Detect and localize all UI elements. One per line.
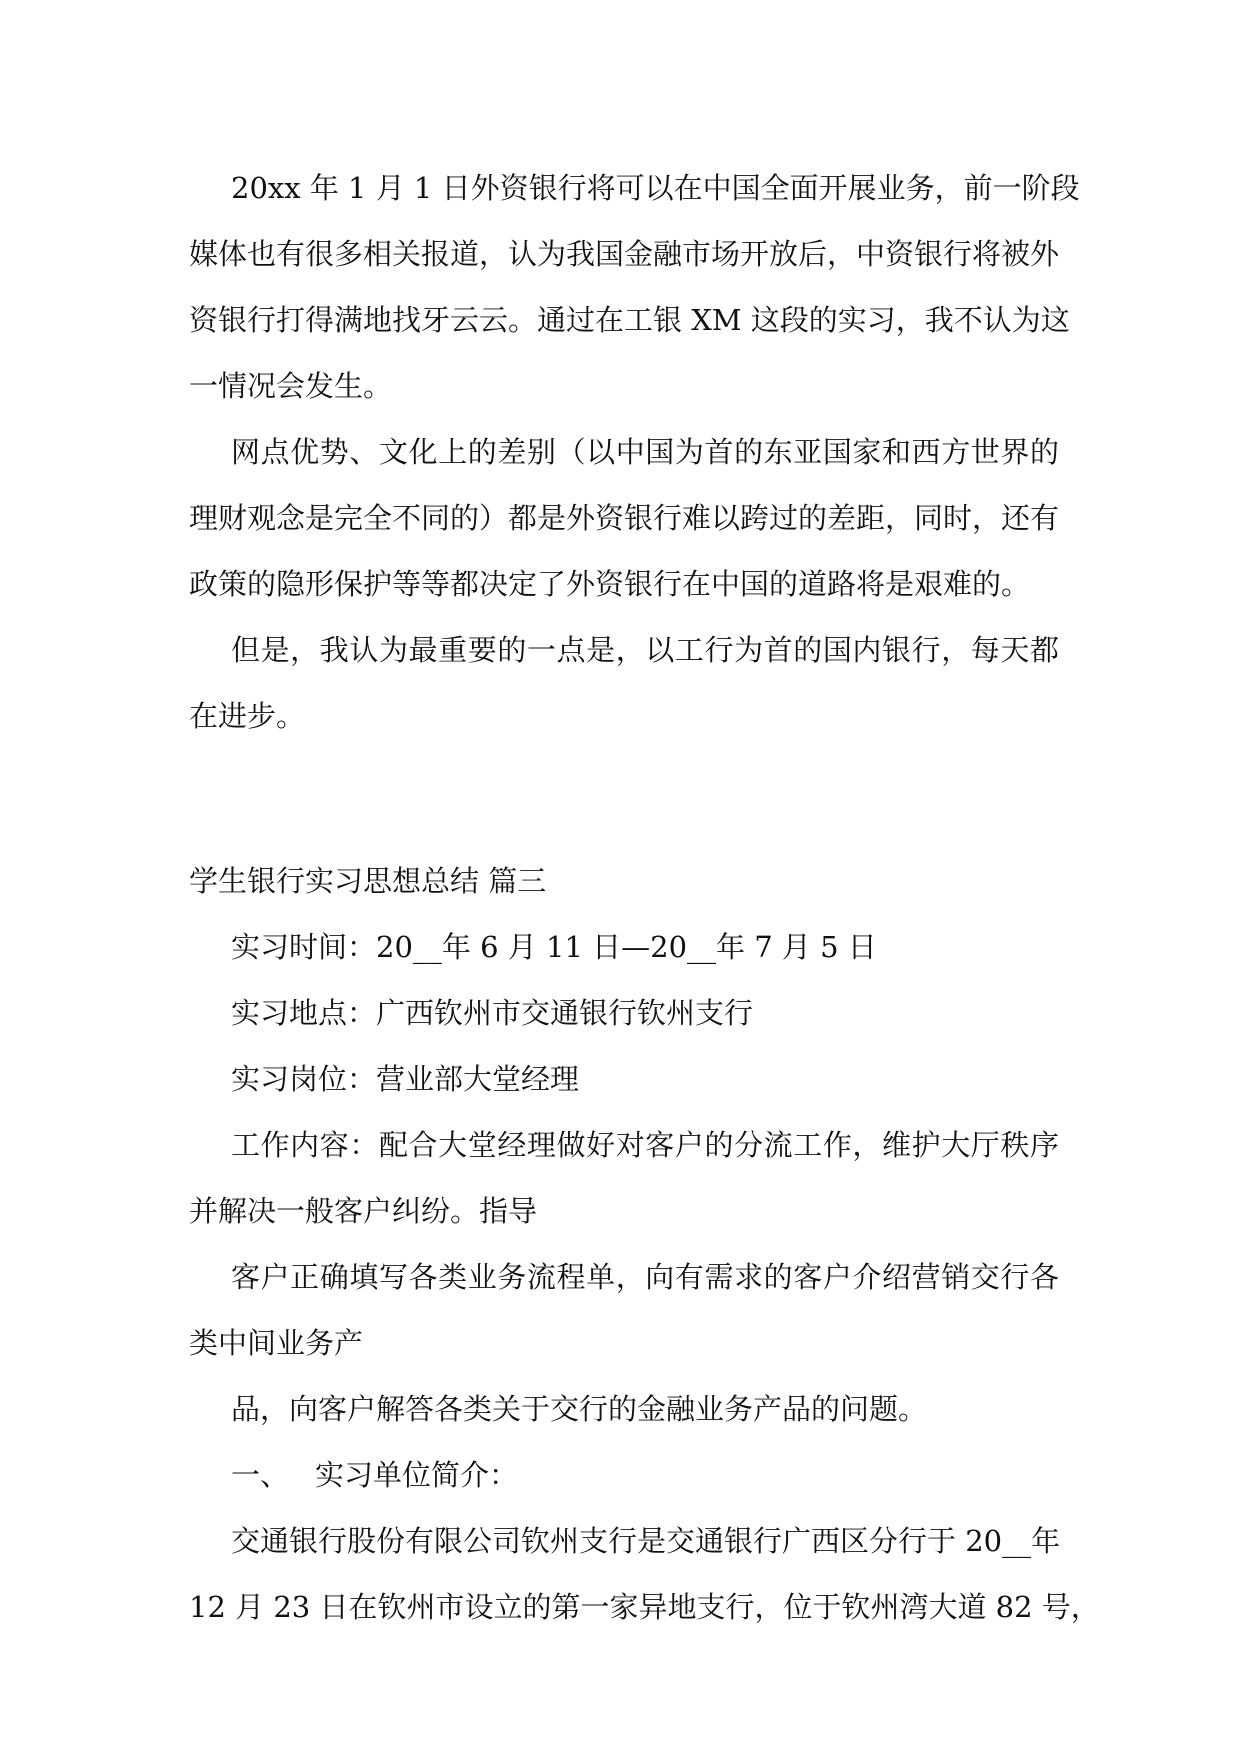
paragraph-guidance [189, 1244, 1059, 1376]
text-line: 政策的隐形保护等等都决定了外资银行在中国的道路将是艰难的。 [189, 567, 1031, 601]
text-line: 理财观念是完全不同的）都是外资银行难以跨过的差距，同时，还有 [189, 501, 1060, 535]
text-line: 媒体也有很多相关报道，认为我国金融市场开放后，中资银行将被外 [189, 237, 1060, 271]
paragraph-intro [189, 1508, 1100, 1640]
paragraph [189, 617, 1059, 749]
section-heading: 学生银行实习思想总结 篇三 [189, 864, 547, 898]
text-line: 并解决一般客户纠纷。指导 [189, 1194, 538, 1228]
text-line: 12 月 23 日在钦州市设立的第一家异地支行，位于钦州湾大道 82 号， [189, 1590, 1100, 1624]
paragraph [189, 419, 1059, 617]
paragraph-work-content [189, 1112, 1059, 1244]
body-text [189, 155, 1100, 1640]
paragraph [189, 155, 1080, 419]
text-line: 客户正确填写各类业务流程单，向有需求的客户介绍营销交行各 [231, 1260, 1059, 1294]
text-line: 一情况会发生。 [189, 369, 393, 403]
text-line: 交通银行股份有限公司钦州支行是交通银行广西区分行于 20__年 [231, 1524, 1061, 1558]
text-line: 类中间业务产 [189, 1326, 364, 1360]
paragraph-products: 品，向客户解答各类关于交行的金融业务产品的问题。 [231, 1392, 928, 1426]
text-line: 工作内容：配合大堂经理做好对客户的分流工作，维护大厅秩序 [231, 1128, 1059, 1162]
text-line: 但是，我认为最重要的一点是，以工行为首的国内银行，每天都 [231, 633, 1059, 667]
text-line: 在进步。 [189, 699, 306, 733]
subsection-title: 实习单位简介： [315, 1458, 519, 1492]
internship-time: 实习时间：20__年 6 月 11 日—20__年 7 月 5 日 [231, 930, 877, 964]
subsection-number: 一、 [231, 1458, 290, 1492]
text-line: 网点优势、文化上的差别（以中国为首的东亚国家和西方世界的 [231, 435, 1059, 469]
internship-position: 实习岗位：营业部大堂经理 [231, 1062, 580, 1096]
section-spacer [189, 749, 1059, 848]
text-line: 20xx 年 1 月 1 日外资银行将可以在中国全面开展业务，前一阶段 [231, 171, 1080, 205]
text-line: 资银行打得满地找牙云云。通过在工银 XM 这段的实习，我不认为这 [189, 303, 1070, 337]
subsection-heading [189, 1442, 1059, 1508]
internship-place: 实习地点：广西钦州市交通银行钦州支行 [231, 996, 754, 1030]
